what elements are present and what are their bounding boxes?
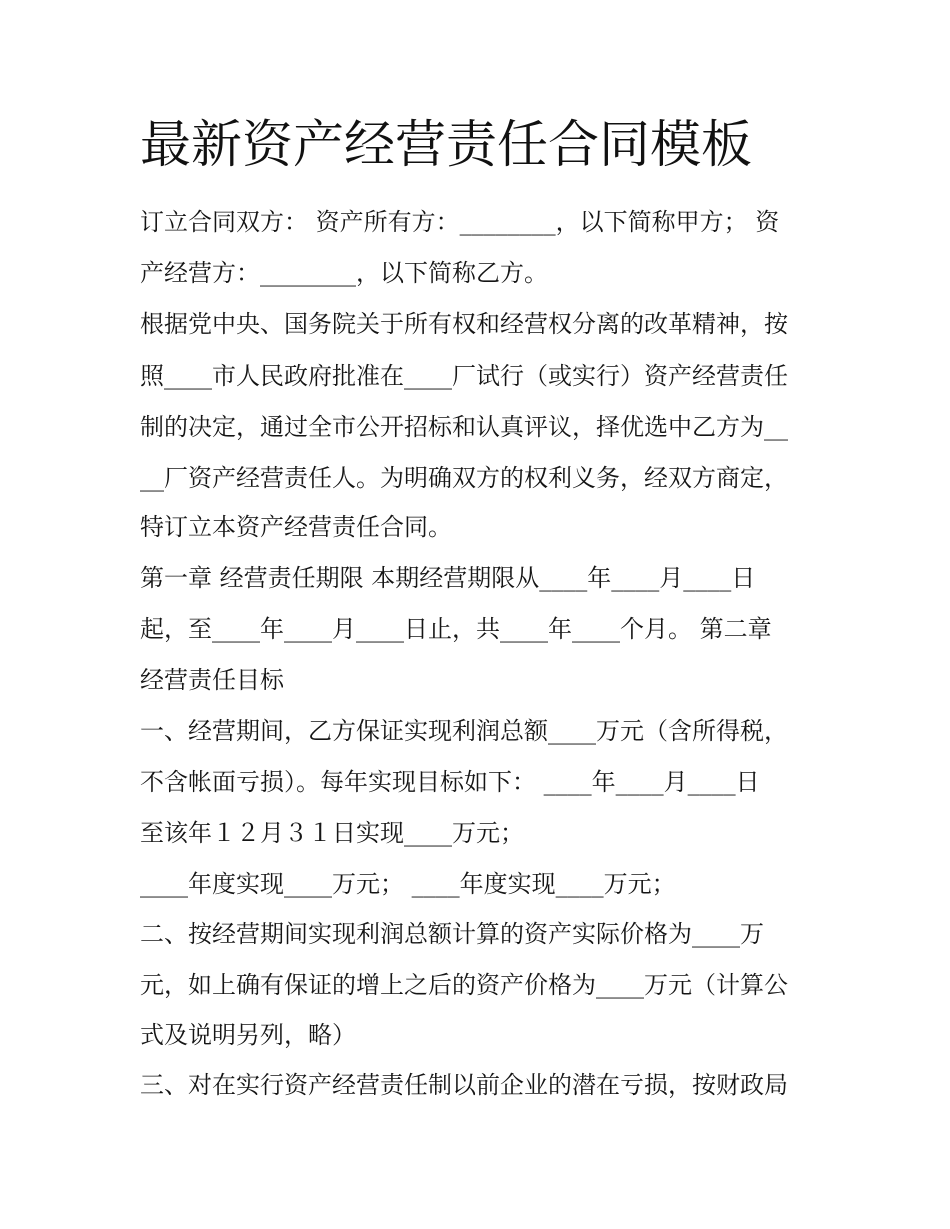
preamble-line-3: 制的决定，通过全市公开招标和认真评议，择优选中乙方为__ xyxy=(140,413,788,441)
clause-two-line-1: 二、按经营期间实现利润总额计算的资产实际价格为____万 xyxy=(140,920,764,948)
clause-two-line-3: 式及说明另列，略） xyxy=(140,1021,356,1049)
clause-two-line-2: 元，如上确有保证的增上之后的资产价格为____万元（计算公 xyxy=(140,971,788,999)
preamble-line-1: 根据党中央、国务院关于所有权和经营权分离的改革精神，按 xyxy=(140,310,788,338)
contract-parties-line-1: 订立合同双方： 资产所有方：________，以下简称甲方； 资 xyxy=(140,208,780,236)
chapter-one-line-2: 起，至____年____月____日止，共____年____个月。 第二章 xyxy=(140,615,772,643)
clause-one-line-3: 至该年１２月３１日实现____万元； xyxy=(140,819,524,847)
clause-three-line-1: 三、对在实行资产经营责任制以前企业的潜在亏损，按财政局 xyxy=(140,1071,788,1099)
preamble-line-4: __厂资产经营责任人。为明确双方的权利义务，经双方商定， xyxy=(140,464,788,492)
clause-one-line-2: 不含帐面亏损）。每年实现目标如下： ____年____月____日 xyxy=(140,768,760,796)
preamble-line-2: 照____市人民政府批准在____厂试行（或实行）资产经营责任 xyxy=(140,362,788,390)
clause-one-line-4: ____年度实现____万元； ____年度实现____万元； xyxy=(140,870,676,898)
contract-parties-line-2: 产经营方：________，以下简称乙方。 xyxy=(140,259,548,287)
clause-one-line-1: 一、经营期间，乙方保证实现利润总额____万元（含所得税， xyxy=(140,717,788,745)
chapter-one-line-1: 第一章 经营责任期限 本期经营期限从____年____月____日 xyxy=(140,564,756,592)
preamble-line-5: 特订立本资产经营责任合同。 xyxy=(140,513,452,541)
chapter-two-heading: 经营责任目标 xyxy=(140,666,284,694)
document-title: 最新资产经营责任合同模板 xyxy=(140,116,753,175)
